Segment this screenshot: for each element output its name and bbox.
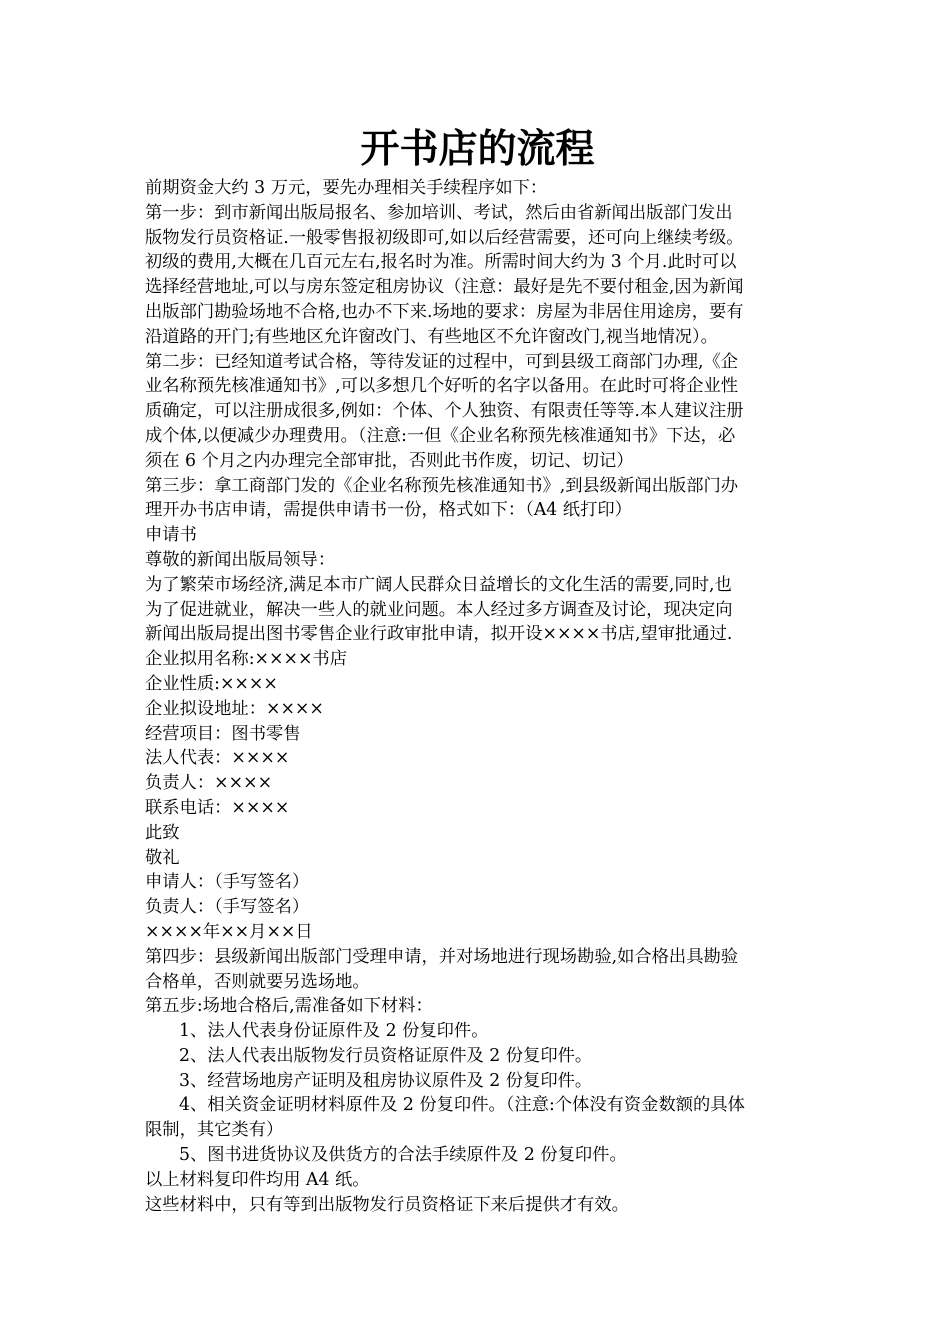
material-item-5: 5、图书进货协议及供货方的合法手续原件及 2 份复印件。	[179, 1145, 627, 1166]
application-closing-2: 敬礼	[145, 847, 180, 868]
material-item-4-line-2: 限制，其它类有）	[145, 1120, 284, 1141]
step4-paragraph	[145, 945, 810, 995]
step2-line-2: 业名称预先核准通知书》,可以多想几个好听的名字以备用。在此时可将企业性	[145, 376, 739, 397]
note-2: 这些材料中，只有等到出版物发行员资格证下来后提供才有效。	[145, 1194, 629, 1215]
document-page	[145, 126, 810, 1217]
application-salutation: 尊敬的新闻出版局领导：	[145, 549, 336, 570]
intro-line: 前期资金大约 3 万元，要先办理相关手续程序如下：	[145, 178, 548, 198]
application-legal-rep: 法人代表：××××	[145, 748, 290, 769]
step2-line-1: 第二步：已经知道考试合格，等待发证的过程中，可到县级工商部门办理,《企	[145, 351, 739, 372]
step1-line-5: 出版部门勘验场地不合格,也办不下来.场地的要求：房屋为非居住用途房，要有	[145, 301, 744, 322]
application-manager: 负责人：××××	[145, 773, 273, 794]
application-company-type: 企业性质:××××	[145, 673, 278, 694]
document-title: 开书店的流程	[360, 127, 595, 172]
material-item-4-line-1: 4、相关资金证明材料原件及 2 份复印件。（注意:个体没有资金数额的具体	[179, 1095, 745, 1116]
step1-line-3: 初级的费用,大概在几百元左右,报名时为准。所需时间大约为 3 个月.此时可以	[145, 252, 737, 273]
application-body-line-2: 为了促进就业，解决一些人的就业问题。本人经过多方调查及讨论，现决定向	[145, 599, 733, 620]
application-business: 经营项目：图书零售	[145, 723, 301, 744]
application-phone: 联系电话：××××	[145, 797, 290, 818]
application-body-line-1: 为了繁荣市场经济,满足本市广阔人民群众日益增长的文化生活的需要,同时,也	[145, 574, 732, 595]
step5-heading: 第五步:场地合格后,需准备如下材料：	[145, 996, 433, 1017]
material-item-1: 1、法人代表身份证原件及 2 份复印件。	[179, 1021, 489, 1042]
step3-line-2: 理开办书店申请，需提供申请书一份，格式如下：（A4 纸打印）	[145, 500, 632, 521]
step3-line-1: 第三步：拿工商部门发的《企业名称预先核准通知书》,到县级新闻出版部门办	[145, 475, 739, 496]
intro-paragraph	[145, 176, 810, 201]
step2-line-3: 质确定，可以注册成很多,例如：个体、个人独资、有限责任等等.本人建议注册	[145, 401, 744, 422]
step1-paragraph	[145, 201, 810, 350]
step4-line-1: 第四步：县级新闻出版部门受理申请，并对场地进行现场勘验,如合格出具勘验	[145, 946, 739, 967]
step1-line-2: 版物发行员资格证.一般零售报初级即可,如以后经营需要，还可向上继续考级。	[145, 227, 744, 248]
application-manager-sign: 负责人：（手写签名）	[145, 897, 310, 918]
application-body	[145, 573, 810, 647]
application-address: 企业拟设地址：××××	[145, 698, 324, 719]
application-body-line-3: 新闻出版局提出图书零售企业行政审批申请，拟开设××××书店,望审批通过.	[145, 624, 733, 645]
step2-line-4: 成个体,以便减少办理费用。（注意:一但《企业名称预先核准通知书》下达，必	[145, 425, 736, 446]
step1-line-4: 选择经营地址,可以与房东签定租房协议（注意：最好是先不要付租金,因为新闻	[145, 277, 744, 298]
step1-line-6: 沿道路的开门;有些地区允许窗改门、有些地区不允许窗改门,视当地情况）。	[145, 326, 718, 347]
step2-line-5: 须在 6 个月之内办理完全部审批，否则此书作废，切记、切记）	[145, 450, 634, 471]
step1-line-1: 第一步：到市新闻出版局报名、参加培训、考试，然后由省新闻出版部门发出	[145, 202, 733, 223]
application-closing-1: 此致	[145, 822, 180, 843]
step2-paragraph	[145, 350, 810, 474]
application-applicant-sign: 申请人：（手写签名）	[145, 872, 310, 893]
application-heading: 申请书	[145, 525, 197, 546]
application-company-name: 企业拟用名称:××××书店	[145, 649, 347, 670]
material-item-3: 3、经营场地房产证明及租房协议原件及 2 份复印件。	[179, 1070, 593, 1091]
material-item-2: 2、法人代表出版物发行员资格证原件及 2 份复印件。	[179, 1045, 593, 1066]
application-date: ××××年××月××日	[145, 921, 313, 942]
note-1: 以上材料复印件均用 A4 纸。	[145, 1169, 370, 1190]
step3-paragraph	[145, 474, 810, 524]
material-item-4	[145, 1093, 810, 1143]
step4-line-2: 合格单，否则就要另选场地。	[145, 971, 370, 992]
